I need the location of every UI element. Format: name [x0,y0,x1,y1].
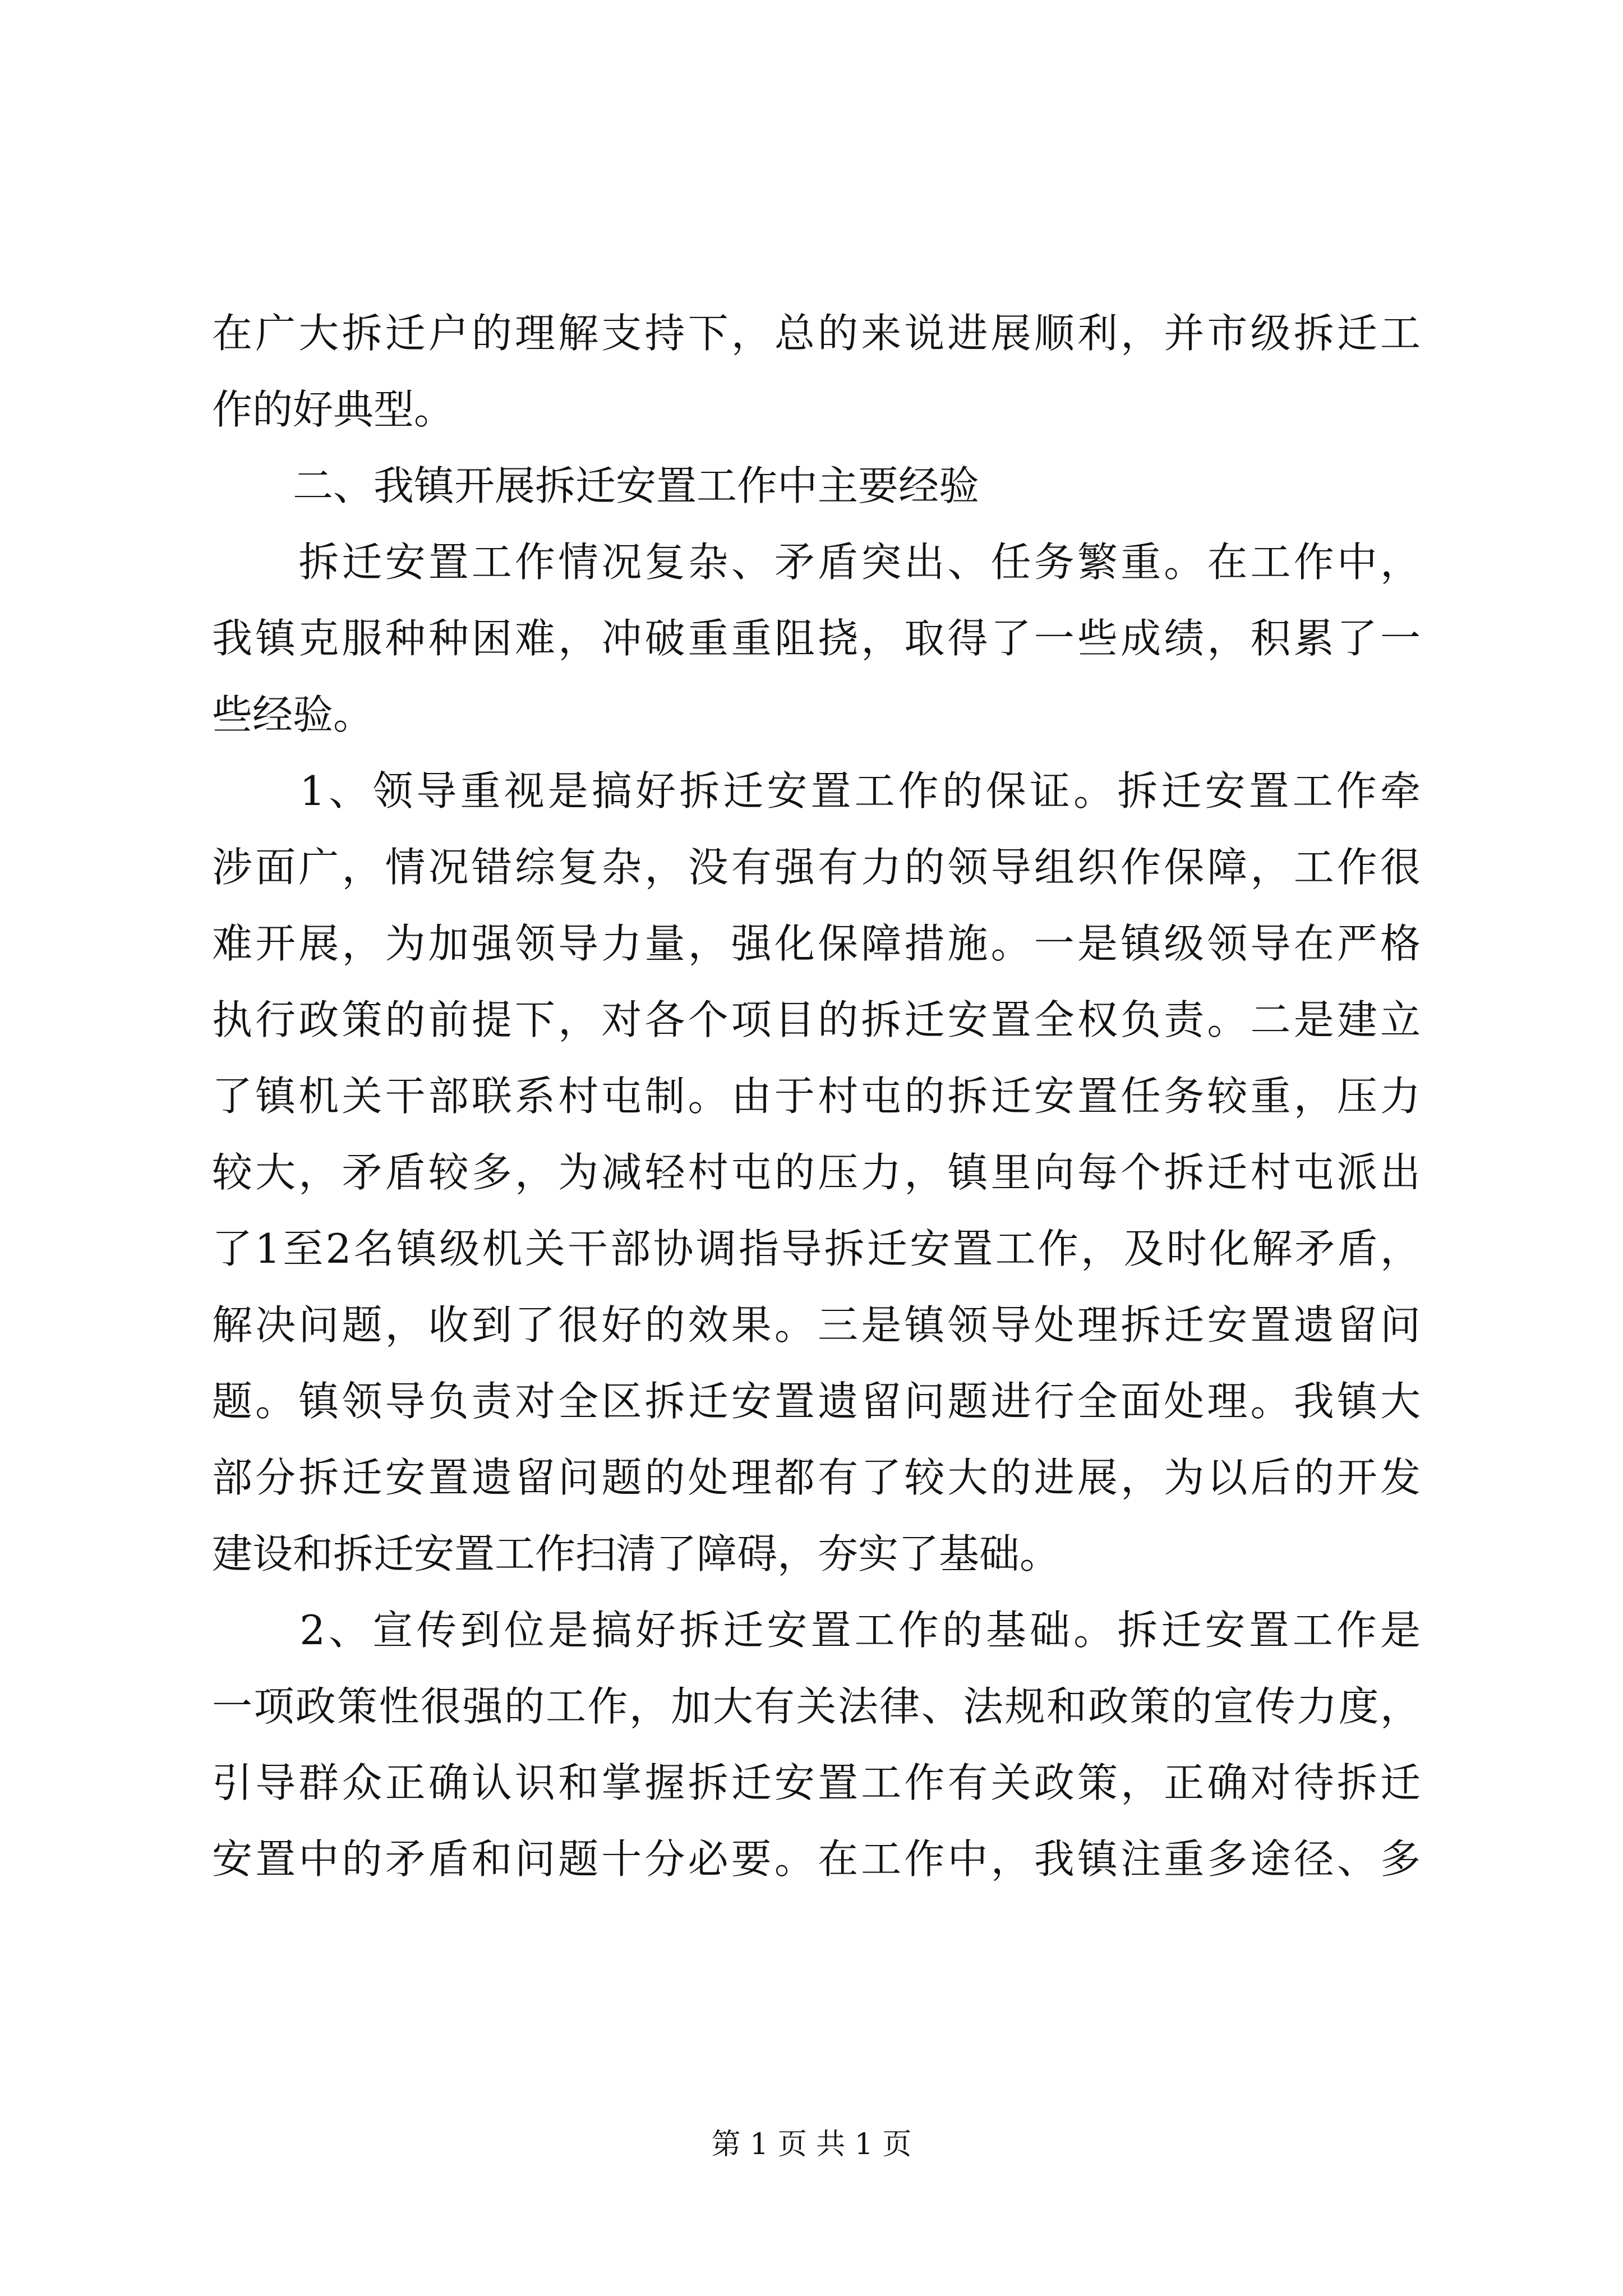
page-footer [0,2120,1623,2162]
text-line: 题。镇领导负责对全区拆迁安置遗留问题进行全面处理。我镇大 [212,1378,1421,1425]
text-line: 我镇克服种种困难，冲破重重阻挠，取得了一些成绩，积累了一 [212,615,1421,662]
document-body [212,295,1421,1897]
text-line: 安置中的矛盾和问题十分必要。在工作中，我镇注重多途径、多 [212,1835,1421,1883]
text-line: 部分拆迁安置遗留问题的处理都有了较大的进展，为以后的开发 [212,1454,1421,1501]
text-line: 作的好典型。 [212,386,455,433]
text-line: 了1至2名镇级机关干部协调指导拆迁安置工作，及时化解矛盾， [212,1225,1421,1272]
text-line: 一项政策性很强的工作，加大有关法律、法规和政策的宣传力度， [212,1683,1421,1730]
text-line: 执行政策的前提下，对各个项目的拆迁安置全权负责。二是建立 [212,996,1421,1043]
page-number-label: 第 1 页 共 1 页 [711,2128,912,2161]
text-line: 1、领导重视是搞好拆迁安置工作的保证。拆迁安置工作牵 [212,767,1421,815]
text-line: 解决问题，收到了很好的效果。三是镇领导处理拆迁安置遗留问 [212,1301,1421,1349]
text-line: 拆迁安置工作情况复杂、矛盾突出、任务繁重。在工作中， [212,539,1421,586]
text-line: 在广大拆迁户的理解支持下，总的来说进展顺利，并市级拆迁工 [212,310,1421,357]
text-line: 建设和拆迁安置工作扫清了障碍，夯实了基础。 [212,1530,1061,1577]
text-line: 些经验。 [212,691,374,738]
text-line: 引导群众正确认识和掌握拆迁安置工作有关政策，正确对待拆迁 [212,1759,1421,1806]
text-line: 难开展，为加强领导力量，强化保障措施。一是镇级领导在严格 [212,920,1421,967]
section-heading: 二、我镇开展拆迁安置工作中主要经验 [212,462,980,509]
text-line: 较大，矛盾较多，为减轻村屯的压力，镇里向每个拆迁村屯派出 [212,1149,1421,1196]
text-line: 2、宣传到位是搞好拆迁安置工作的基础。拆迁安置工作是 [212,1607,1421,1654]
text-line: 了镇机关干部联系村屯制。由于村屯的拆迁安置任务较重，压力 [212,1073,1421,1120]
text-line: 涉面广，情况错综复杂，没有强有力的领导组织作保障，工作很 [212,844,1421,891]
